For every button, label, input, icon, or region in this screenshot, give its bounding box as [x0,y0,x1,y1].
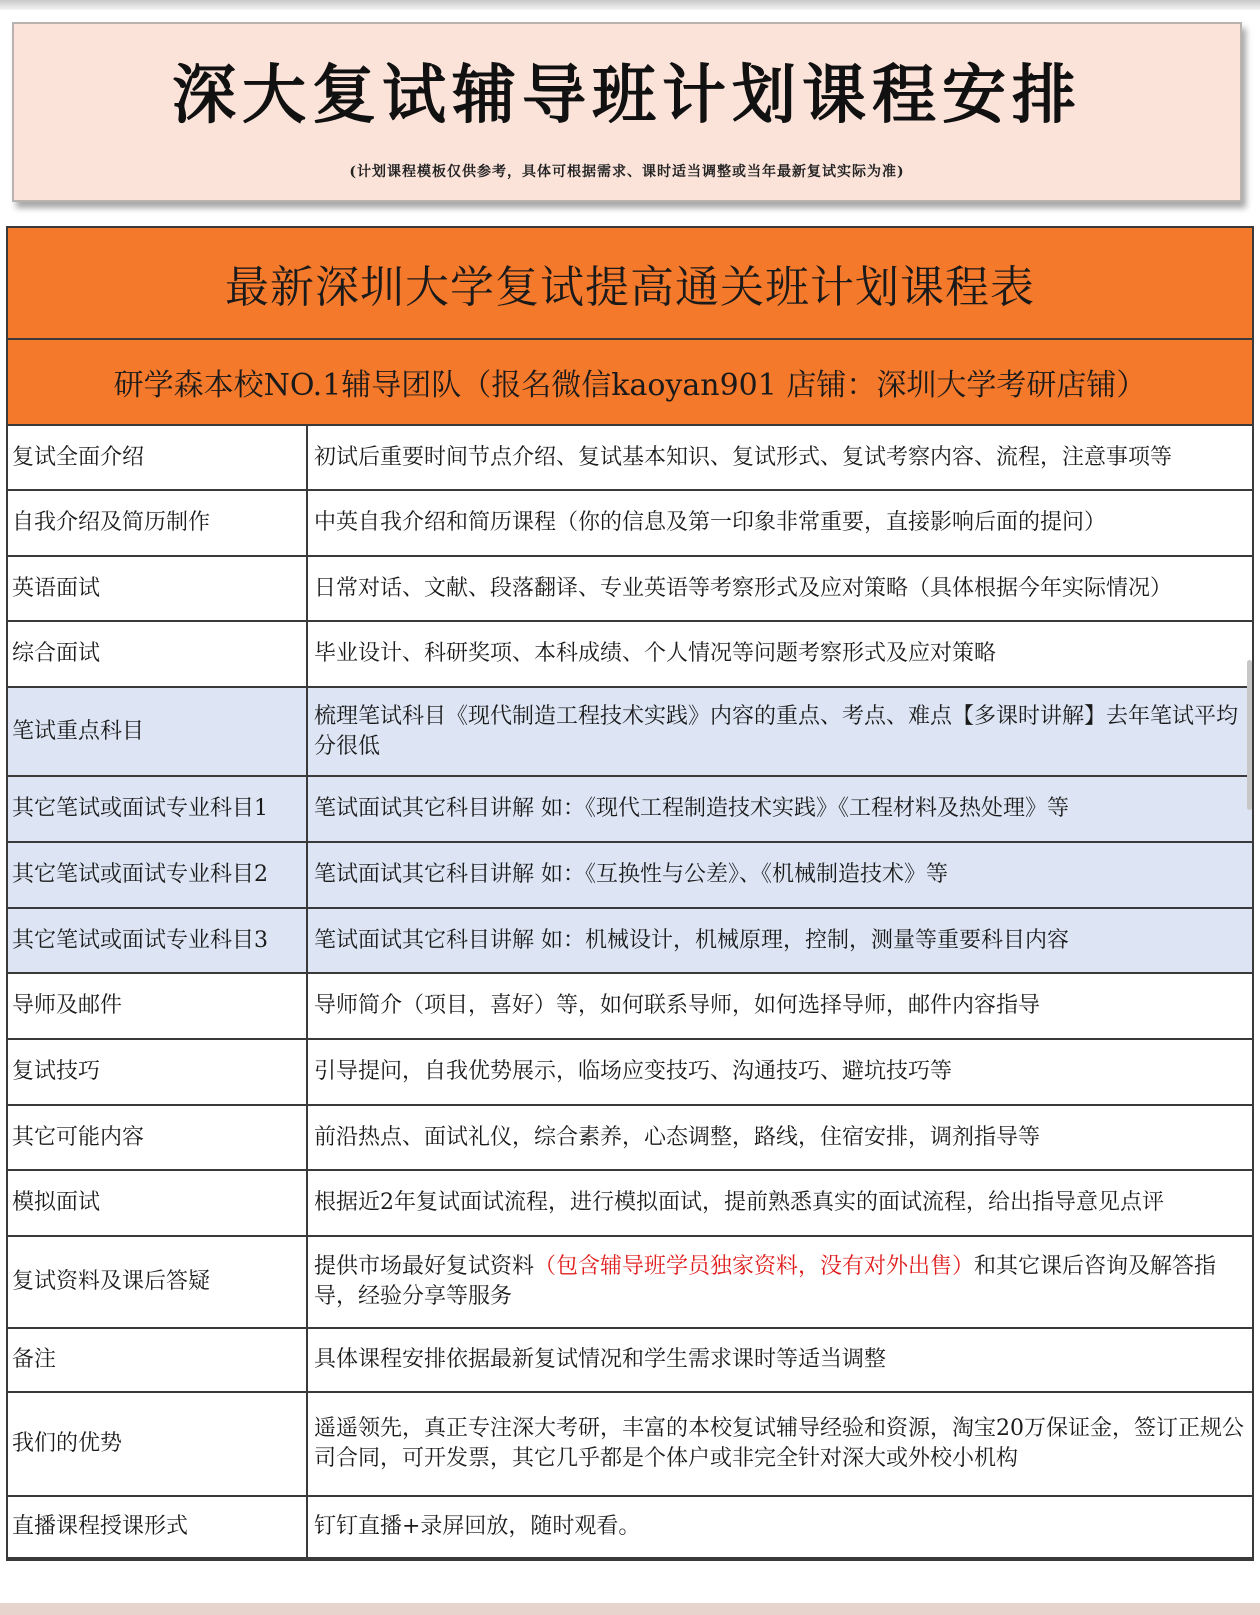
table-row [8,1039,1252,1105]
table-row [8,842,1252,908]
row-desc: 前沿热点、面试礼仪，综合素养，心态调整，路线，住宿安排，调剂指导等 [307,1105,1252,1170]
row-item: 其它笔试或面试专业科目1 [8,776,307,842]
row-desc [307,1236,1252,1328]
row-item: 笔试重点科目 [8,687,307,776]
row-item: 英语面试 [8,556,307,621]
row-desc: 中英自我介绍和简历课程（你的信息及第一印象非常重要，直接影响后面的提问） [307,490,1252,556]
table-row [8,1170,1252,1236]
row-desc: 笔试面试其它科目讲解 如：机械设计，机械原理，控制，测量等重要科目内容 [307,908,1252,973]
table-row [8,687,1252,776]
row-desc: 引导提问，自我优势展示，临场应变技巧、沟通技巧、避坑技巧等 [307,1039,1252,1105]
row-item: 直播课程授课形式 [8,1496,307,1558]
table-row [8,426,1252,490]
table-row [8,621,1252,687]
row-desc: 根据近2年复试面试流程，进行模拟面试，提前熟悉真实的面试流程，给出指导意见点评 [307,1170,1252,1236]
table-row [8,1392,1252,1496]
row-item: 综合面试 [8,621,307,687]
table-row [8,1236,1252,1328]
row-item: 其它可能内容 [8,1105,307,1170]
table-row [8,1496,1252,1558]
row-item: 模拟面试 [8,1170,307,1236]
title-banner [12,22,1242,202]
row-desc: 梳理笔试科目《现代制造工程技术实践》内容的重点、考点、难点【多课时讲解】去年笔试平均分很低 [307,687,1252,776]
row-desc: 导师简介（项目，喜好）等，如何联系导师，如何选择导师，邮件内容指导 [307,973,1252,1039]
row-item: 其它笔试或面试专业科目3 [8,908,307,973]
row-desc: 日常对话、文献、段落翻译、专业英语等考察形式及应对策略（具体根据今年实际情况） [307,556,1252,621]
row-desc: 笔试面试其它科目讲解 如：《现代工程制造技术实践》《工程材料及热处理》等 [307,776,1252,842]
table-row [8,1328,1252,1392]
row-item: 自我介绍及简历制作 [8,490,307,556]
row-desc-part: 和其它课后咨询及解答指导，经验分享等服务 [314,1254,1217,1309]
row-desc: 钉钉直播+录屏回放，随时观看。 [307,1496,1252,1558]
banner-note: (计划课程模板仅供参考，具体可根据需求、课时适当调整或当年最新复试实际为准) [349,164,905,180]
banner-title: 深大复试辅导班计划课程安排 [172,59,1082,133]
row-item: 导师及邮件 [8,973,307,1039]
table-title: 最新深圳大学复试提高通关班计划课程表 [8,228,1252,340]
row-item: 备注 [8,1328,307,1392]
row-desc: 毕业设计、科研奖项、本科成绩、个人情况等问题考察形式及应对策略 [307,621,1252,687]
table-row [8,908,1252,973]
row-desc: 初试后重要时间节点介绍、复试基本知识、复试形式、复试考察内容、流程，注意事项等 [307,426,1252,490]
course-table [6,226,1254,1561]
row-item: 我们的优势 [8,1392,307,1496]
row-desc: 笔试面试其它科目讲解 如：《互换性与公差》、《机械制造技术》等 [307,842,1252,908]
row-desc-part: 提供市场最好复试资料 [314,1254,535,1279]
table-row [8,973,1252,1039]
row-item: 复试全面介绍 [8,426,307,490]
row-item: 其它笔试或面试专业科目2 [8,842,307,908]
table-row [8,490,1252,556]
table-row [8,1105,1252,1170]
row-desc-highlight: （包含辅导班学员独家资料，没有对外出售） [534,1254,975,1279]
bottom-edge-strip [0,1603,1260,1615]
table-subtitle: 研学森本校NO.1辅导团队（报名微信kaoyan901 店铺：深圳大学考研店铺） [8,340,1252,426]
course-rows [8,426,1252,1559]
table-row [8,776,1252,842]
row-item: 复试资料及课后答疑 [8,1236,307,1328]
table-row [8,556,1252,621]
row-desc: 遥遥领先，真正专注深大考研，丰富的本校复试辅导经验和资源，淘宝20万保证金，签订正规公司合同，可开发票，其它几乎都是个体户或非完全针对深大或外校小机构 [307,1392,1252,1496]
row-desc: 具体课程安排依据最新复试情况和学生需求课时等适当调整 [307,1328,1252,1392]
top-edge-strip [0,0,1260,10]
row-item: 复试技巧 [8,1039,307,1105]
scrollbar[interactable] [1247,660,1252,810]
